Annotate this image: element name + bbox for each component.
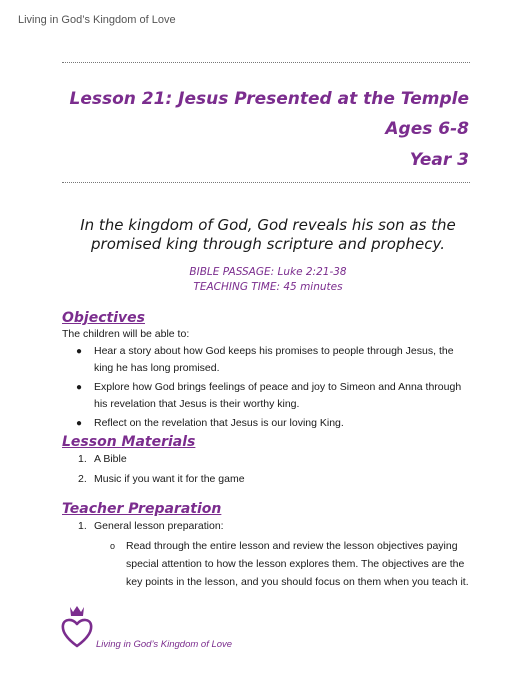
list-item: o Read through the entire lesson and review the lesson objectives paying special attention to how the lesson explores them. The objectives are the key points in the lesson, and you should focus on them when you teach it. bbox=[110, 537, 472, 591]
bullet-dot-icon: ● bbox=[76, 346, 83, 357]
crown-heart-icon bbox=[60, 604, 94, 650]
list-item: ● Hear a story about how God keeps his promises to people through Jesus, the king he has long promised. bbox=[76, 345, 454, 374]
top-divider bbox=[62, 62, 470, 63]
bible-passage: BIBLE PASSAGE: Luke 2:21-38 bbox=[189, 266, 347, 278]
preparation-list bbox=[78, 518, 478, 538]
list-item: 1. A Bible bbox=[78, 453, 127, 465]
bullet-dot-icon: ● bbox=[76, 382, 83, 393]
age-range: Ages 6-8 bbox=[385, 119, 469, 139]
materials-list bbox=[78, 451, 478, 491]
lesson-title: Lesson 21: Jesus Presented at the Temple bbox=[69, 89, 469, 109]
list-item: ● Explore how God brings feelings of peace and joy to Simeon and Anna through his revelation that Jesus is their worthy king. bbox=[76, 381, 462, 410]
year-label: Year 3 bbox=[409, 150, 469, 170]
teaching-time: TEACHING TIME: 45 minutes bbox=[193, 281, 343, 293]
hollow-circle-icon: o bbox=[110, 541, 116, 551]
objectives-intro: The children will be able to: bbox=[62, 328, 190, 340]
objectives-heading: Objectives bbox=[62, 310, 145, 326]
objectives-list bbox=[72, 343, 472, 434]
bottom-divider bbox=[62, 182, 470, 183]
preparation-sub-list bbox=[110, 537, 472, 591]
materials-heading: Lesson Materials bbox=[62, 434, 196, 450]
footer-text: Living in God’s Kingdom of Love bbox=[96, 639, 233, 650]
lesson-tagline: In the kingdom of God, God reveals his son as the promised king through scripture and prophecy. bbox=[80, 216, 456, 253]
list-item: ● Reflect on the revelation that Jesus is our loving King. bbox=[72, 415, 472, 432]
bullet-dot-icon: ● bbox=[76, 418, 83, 429]
running-header: Living in God’s Kingdom of Love bbox=[18, 14, 176, 26]
list-item: 1. General lesson preparation: bbox=[78, 520, 224, 532]
list-item: 2. Music if you want it for the game bbox=[78, 473, 245, 485]
preparation-heading: Teacher Preparation bbox=[62, 501, 222, 517]
